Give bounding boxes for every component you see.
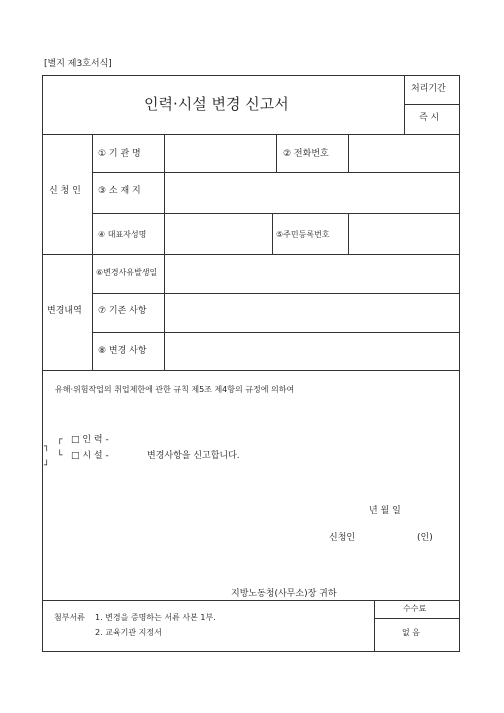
divider [272, 213, 273, 254]
phone-label: ② 전화번호 [283, 149, 329, 159]
changed-items-label: ⑧ 변경 사항 [98, 346, 147, 356]
divider [404, 104, 460, 105]
divider [92, 134, 93, 370]
divider [42, 600, 460, 601]
previous-items-field[interactable] [165, 294, 459, 331]
statement-text: 유해·위험작업의 취업제한에 관한 규칙 제5조 제4항의 규정에 의하여 [55, 385, 295, 394]
addressee: 지방노동청(사무소)장 귀하 [231, 589, 337, 599]
location-field[interactable] [165, 173, 459, 212]
processing-period-value: 즉 시 [419, 113, 440, 123]
bracket-glyph: ┐ [44, 442, 50, 452]
resident-number-field[interactable] [349, 214, 459, 253]
report-text: 변경사항을 신고합니다. [147, 451, 240, 461]
org-name-label: ① 기 관 명 [98, 149, 141, 159]
attachments-label: 첨부서류 [54, 613, 85, 622]
processing-period-label: 처리기간 [411, 84, 446, 94]
bracket-glyph: ┘ [44, 461, 50, 471]
personnel-checkbox-label[interactable]: □ 인 력 - [71, 435, 109, 445]
representative-field[interactable] [165, 214, 271, 253]
form-number: [별지 제3호서식] [44, 59, 112, 69]
change-section-label: 변경내역 [47, 306, 82, 316]
bracket-glyph: ┌ [57, 435, 63, 445]
seal-mark: (인) [417, 533, 433, 543]
fee-label: 수수료 [403, 604, 427, 613]
facility-checkbox-label[interactable]: □ 시 설 - [71, 451, 109, 461]
phone-field[interactable] [349, 135, 459, 171]
representative-label: ④ 대표자성명 [98, 230, 147, 239]
divider [374, 600, 375, 652]
bracket-glyph: └ [57, 451, 63, 461]
date-line: 년 월 일 [369, 506, 401, 516]
applicant-section-label: 신 청 인 [49, 186, 81, 196]
attachment-item-2: 2. 교육기관 지정서 [95, 628, 162, 637]
form-title: 인력·시설 변경 신고서 [144, 95, 289, 113]
resident-number-label: ⑤주민등록번호 [276, 230, 330, 239]
attachment-item-1: 1. 변경을 증명하는 서류 사본 1부. [95, 613, 216, 622]
changed-items-field[interactable] [165, 333, 459, 369]
change-date-label: ⑥변경사유발생일 [96, 268, 158, 277]
previous-items-label: ⑦ 기존 사항 [98, 306, 147, 316]
applicant-signature-label: 신청인 [329, 533, 356, 543]
org-name-field[interactable] [165, 135, 275, 171]
divider [42, 370, 460, 371]
divider [374, 618, 460, 619]
fee-value: 없 음 [402, 628, 420, 637]
divider [276, 134, 277, 172]
location-label: ③ 소 재 지 [98, 186, 141, 196]
change-date-field[interactable] [165, 255, 459, 292]
